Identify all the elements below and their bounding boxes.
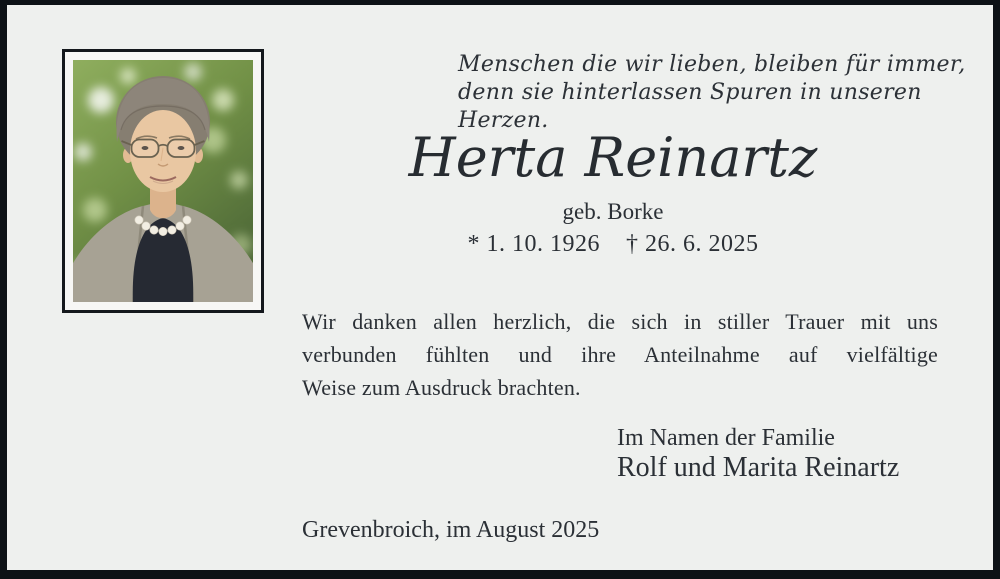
deceased-birth-name: geb. Borke [562, 199, 664, 224]
thanks-paragraph [302, 305, 938, 404]
signature-family-line: Im Namen der Familie [617, 425, 835, 451]
signature-family-names: Rolf und Marita Reinartz [617, 452, 900, 483]
thanks-line: Wir danken allen herzlich, die sich in stiller Trauer mit uns [302, 309, 938, 334]
deceased-name: Herta Reinartz [408, 126, 818, 189]
place-and-date: Grevenbroich, im August 2025 [302, 517, 600, 543]
memorial-quote-line2: denn sie hinterlassen Spuren in unseren Herzen. [458, 80, 922, 133]
portrait-photo-frame [62, 49, 264, 313]
thanks-line: Weise zum Ausdruck brachten. [302, 375, 581, 400]
death-date: † 26. 6. 2025 [626, 231, 759, 257]
memorial-quote-line1: Menschen die wir lieben, bleiben für immer, [458, 52, 966, 77]
thanks-line: verbunden fühlten und ihre Anteilnahme auf vielfältige [302, 342, 938, 367]
memorial-quote [458, 51, 993, 135]
birth-date: * 1. 10. 1926 [467, 231, 600, 257]
life-dates [295, 229, 931, 259]
portrait-photo [73, 60, 253, 302]
